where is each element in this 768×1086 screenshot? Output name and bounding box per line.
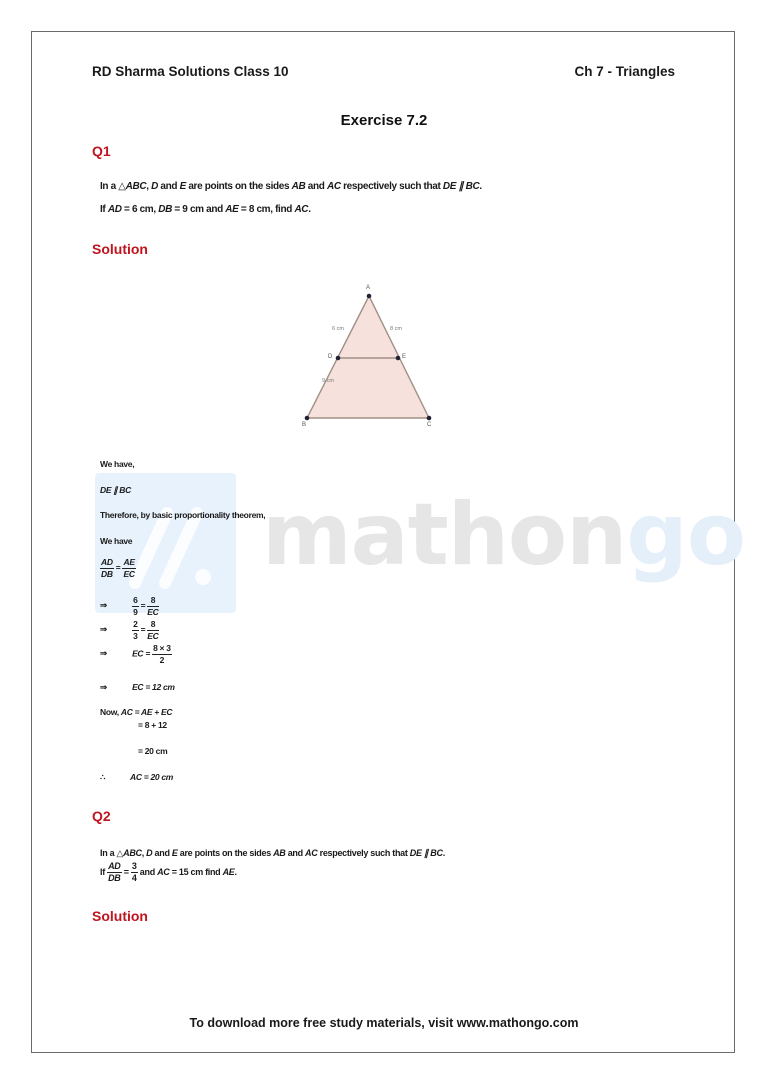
equation-simplify: ⇒ $\frac{2}{3}$ = $\frac{8}{EC}$ [100, 619, 159, 641]
triangle-diagram [290, 282, 450, 432]
step-we-have-2: We have [100, 536, 133, 546]
watermark-word-accent: go [626, 485, 745, 585]
header-chapter-title: Ch 7 - Triangles [574, 64, 675, 79]
header-book-title: RD Sharma Solutions Class 10 [92, 64, 289, 79]
q2-solution-label: Solution [92, 908, 148, 924]
equation-ac-sum: Now, AC = AE + EC [100, 707, 173, 717]
vertex-label-e: E [402, 354, 407, 360]
label-ae-length: 8 cm [390, 326, 402, 332]
equation-solve-ec: ⇒ EC = $\frac{8 \times 3}{2}$ [100, 643, 171, 665]
label-db-length: 9 cm [322, 378, 334, 384]
q2-question-line2: If $\frac{AD}{DB}$ = $\frac{3}{4}$ and AC = 15 cm find AE. [100, 861, 237, 883]
vertex-label-c: C [427, 422, 432, 428]
vertex-label-a: A [366, 285, 371, 291]
watermark-word: mathon [262, 485, 627, 585]
label-ad-length: 6 cm [332, 326, 344, 332]
q2-label: Q2 [92, 808, 111, 824]
triangle-figure [290, 282, 450, 432]
watermark-text [262, 485, 745, 585]
vertex-label-d: D [328, 354, 333, 360]
step-we-have: We have, [100, 459, 135, 469]
equation-ac-final: ∴ AC = 20 cm [100, 772, 174, 782]
q1-question-line1: In a △ABC, D and E are points on the sides AB and AC respectively such that DE ∥ BC. [100, 181, 482, 192]
vertex-label-b: B [302, 422, 307, 428]
footer-download-note: To download more free study materials, visit www.mathongo.com [189, 1016, 579, 1030]
exercise-title: Exercise 7.2 [340, 112, 428, 129]
equation-ec-result: ⇒ EC = 12 cm [100, 682, 175, 692]
q1-solution-label: Solution [92, 241, 148, 257]
step-parallel: DE ∥ BC [100, 485, 131, 495]
q1-label: Q1 [92, 143, 111, 159]
q1-question-line2: If AD = 6 cm, DB = 9 cm and AE = 8 cm, find AC. [100, 204, 311, 215]
equation-ac-sum-values: = 8 + 12 [138, 720, 167, 730]
step-therefore: Therefore, by basic proportionality theorem, [100, 510, 266, 520]
equation-bpt-ratio: $\frac{AD}{DB}$ = $\frac{AE}{EC}$ [101, 557, 135, 579]
equation-substitute: ⇒ $\frac{6}{9}$ = $\frac{8}{EC}$ [100, 595, 159, 617]
equation-ac-sum-total: = 20 cm [138, 746, 168, 756]
q2-question-line1: In a △ABC, D and E are points on the sides AB and AC respectively such that DE ∥ BC. [100, 848, 445, 858]
